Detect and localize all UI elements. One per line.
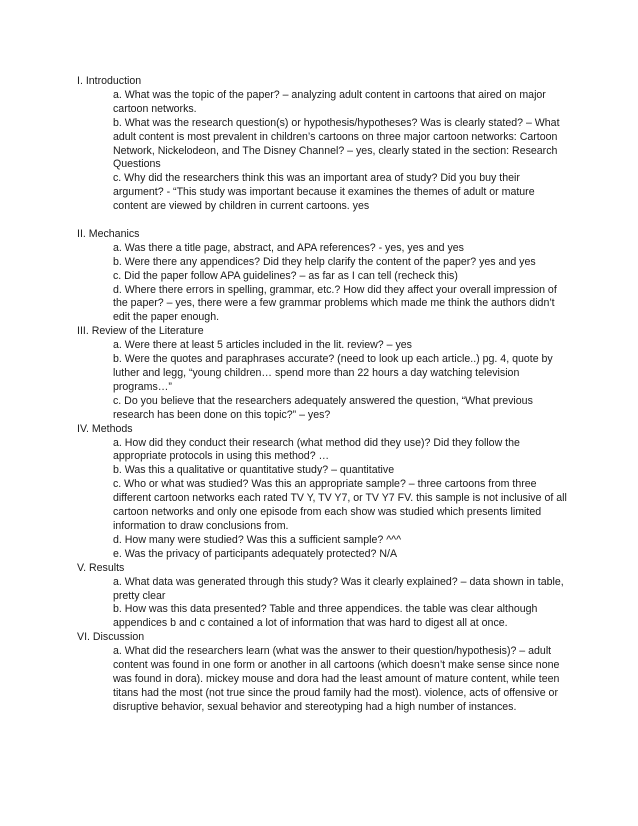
outline-item: b. Were there any appendices? Did they help clarify the content of the paper? yes and yes (113, 255, 536, 268)
section-discussion (77, 631, 569, 714)
section-heading: VI. Discussion (77, 631, 145, 644)
outline-item: b. How was this data presented? Table and three appendices. the table was clear although appendices b and c contained a lot of information that was hard to digest all at once. (113, 603, 538, 630)
outline-item: d. Where there errors in spelling, grammar, etc.? How did they affect your overall impression of the paper? – yes, there were a few grammar problems which made me think the authors didn’t edit the paper enough. (113, 283, 557, 324)
outline-item: c. Do you believe that the researchers adequately answered the question, “What previous research has been done on this topic?” – yes? (113, 394, 533, 421)
outline-item: a. Was there a title page, abstract, and APA references? - yes, yes and yes (113, 241, 464, 254)
section-results (77, 562, 569, 632)
outline-item: b. Was this a qualitative or quantitative study? – quantitative (113, 464, 395, 477)
outline-item: c. Did the paper follow APA guidelines? – as far as I can tell (recheck this) (113, 269, 458, 282)
outline-item: a. What did the researchers learn (what was the answer to their question/hypothesis)? – adult content was found in one form or another in all cartoons (which doesn’t make sense since none was found in dora). mickey mouse and dora had the least amount of mature content, while teen titans had the most (not true since the proud family had the most). violence, acts of offensive or disruptive behavior, sexual behavior and stereotyping had a high number of instances. (113, 645, 560, 713)
section-heading: II. Mechanics (77, 227, 140, 240)
section-heading: III. Review of the Literature (77, 325, 204, 338)
outline-item: a. How did they conduct their research (what method did they use)? Did they follow the appropriate protocols in using this method? … (113, 436, 520, 463)
outline (77, 75, 569, 715)
outline-item: b. Were the quotes and paraphrases accurate? (need to look up each article..) pg. 4, quote by luther and legg, “young children… spend more than 22 hours a day watching television programs…” (113, 353, 553, 393)
outline-item: a. Were there at least 5 articles included in the lit. review? – yes (113, 339, 412, 352)
section-heading: IV. Methods (77, 422, 133, 435)
outline-item: b. What was the research question(s) or hypothesis/hypotheses? Was is clearly stated? – What adult content is most prevalent in children’s cartoons on three major cartoon networks: Cartoon Network, Nickelodeon, and The Disney Channel? – yes, clearly stated in the section: Research Questions (113, 116, 560, 171)
outline-item: e. Was the privacy of participants adequately protected? N/A (113, 547, 398, 560)
section-heading: V. Results (77, 561, 125, 574)
outline-item: a. What data was generated through this study? Was it clearly explained? – data shown in table, pretty clear (113, 575, 564, 602)
section-review-of-literature (77, 325, 569, 422)
section-mechanics (77, 228, 569, 325)
outline-item: c. Why did the researchers think this was an important area of study? Did you buy their argument? - “This study was important because it examines the themes of adult or mature content are viewed by children in current cartoons. yes (113, 172, 535, 213)
section-heading: I. Introduction (77, 75, 142, 87)
outline-item: a. What was the topic of the paper? – analyzing adult content in cartoons that aired on major cartoon networks. (113, 88, 546, 115)
section-introduction (77, 75, 569, 214)
outline-item: c. Who or what was studied? Was this an appropriate sample? – three cartoons from three different cartoon networks each rated TV Y, TV Y7, or TV Y7 FV. this sample is not inclusive of all cartoon networks and only one episode from each show was studied which presents limited information to draw conclusions from. (113, 478, 567, 532)
section-methods (77, 423, 569, 562)
outline-item: d. How many were studied? Was this a sufficient sample? ^^^ (113, 533, 402, 546)
